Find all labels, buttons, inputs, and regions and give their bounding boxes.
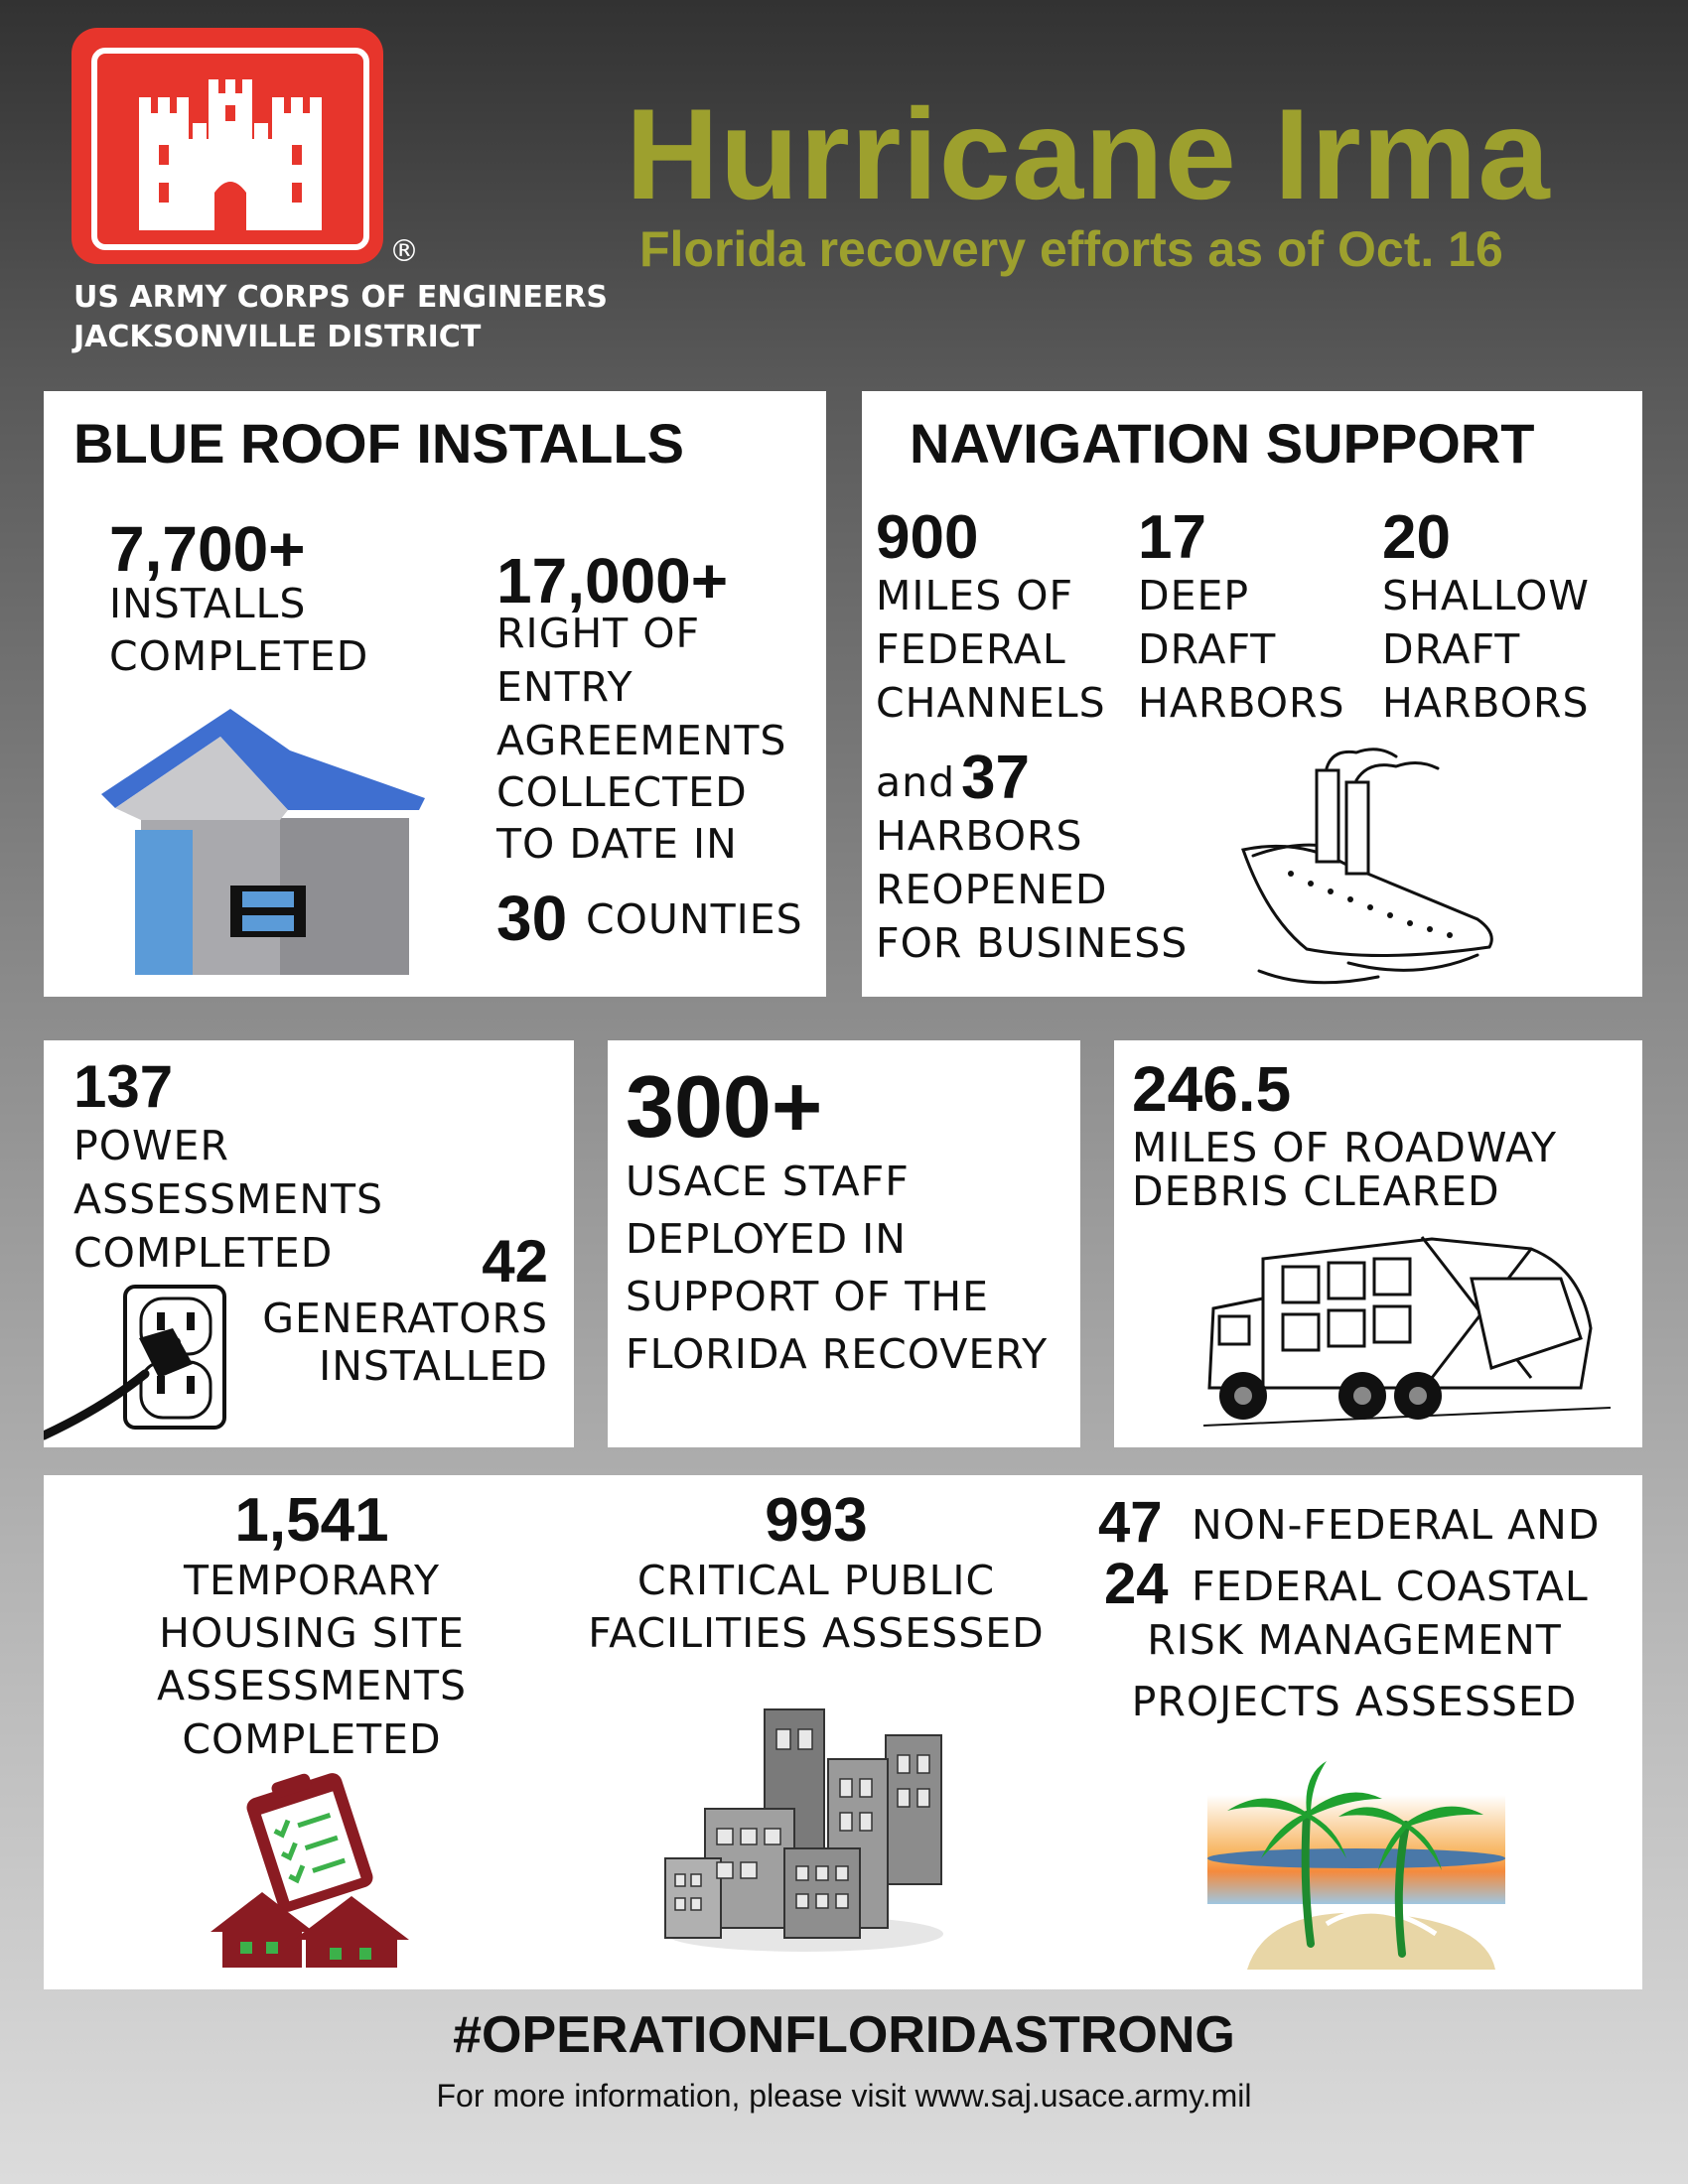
more-info-link[interactable]: For more information, please visit www.saj.usace.army.mil — [436, 2078, 1252, 2114]
buildings-icon — [655, 1700, 953, 1958]
assessments-card — [44, 1475, 1642, 1989]
housing-line: TEMPORARY — [183, 1557, 441, 1604]
debris-value: 246.5 — [1132, 1053, 1292, 1125]
installs-label-2: COMPLETED — [109, 632, 369, 680]
coastal-federal-value: 24 — [1104, 1552, 1169, 1616]
coastal-line-2: FEDERAL COASTAL — [1192, 1563, 1589, 1610]
channels-line: FEDERAL — [876, 625, 1066, 673]
staff-line: SUPPORT OF THE — [626, 1273, 990, 1320]
navigation-card — [862, 391, 1642, 997]
counties-label: COUNTIES — [586, 895, 803, 943]
reopened-line: REOPENED — [876, 866, 1108, 913]
coastal-nonfederal-value: 47 — [1098, 1490, 1163, 1555]
shallow-harbors-line: DRAFT — [1382, 625, 1521, 673]
installs-value: 7,700+ — [109, 513, 306, 585]
housing-value: 1,541 — [234, 1486, 389, 1555]
generators-line-2: INSTALLED — [319, 1342, 548, 1390]
facilities-value: 993 — [765, 1486, 868, 1555]
page-subtitle: Florida recovery efforts as of Oct. 16 — [639, 221, 1503, 277]
housing-line: ASSESSMENTS — [156, 1662, 468, 1709]
power-line: POWER — [73, 1122, 229, 1169]
staff-card — [608, 1040, 1080, 1447]
debris-line-2: DEBRIS CLEARED — [1132, 1167, 1500, 1215]
roe-line: ENTRY — [496, 663, 633, 711]
castle-icon — [97, 54, 363, 244]
garbage-truck-icon — [1203, 1219, 1620, 1437]
shallow-harbors-value: 20 — [1382, 503, 1451, 572]
reopened-line: FOR BUSINESS — [876, 919, 1189, 967]
deep-harbors-value: 17 — [1138, 503, 1206, 572]
clipboard-house-icon — [211, 1773, 409, 1972]
debris-card — [1114, 1040, 1642, 1447]
power-outlet-icon — [44, 1279, 242, 1447]
palm-trees-icon — [1207, 1755, 1505, 1974]
channels-line: CHANNELS — [876, 679, 1106, 727]
counties-value: 30 — [496, 883, 568, 954]
coastal-line-3: RISK MANAGEMENT — [1147, 1616, 1562, 1664]
hashtag: #OPERATIONFLORIDASTRONG — [453, 2006, 1235, 2064]
housing-line: COMPLETED — [182, 1715, 442, 1763]
staff-line: DEPLOYED IN — [626, 1215, 907, 1263]
house-icon — [101, 707, 439, 985]
registered-mark: ® — [389, 234, 419, 269]
debris-line-1: MILES OF ROADWAY — [1132, 1124, 1558, 1171]
page-title: Hurricane Irma — [626, 81, 1551, 226]
and-word: and — [876, 758, 956, 806]
generators-value: 42 — [482, 1228, 548, 1295]
power-card — [44, 1040, 574, 1447]
reopened-line: HARBORS — [876, 812, 1083, 860]
power-value: 137 — [73, 1053, 174, 1120]
navigation-heading: NAVIGATION SUPPORT — [910, 412, 1535, 475]
ship-icon — [1229, 739, 1527, 997]
coastal-line-1: NON-FEDERAL AND — [1192, 1501, 1601, 1549]
roe-line: TO DATE IN — [496, 820, 738, 868]
facilities-line-1: CRITICAL PUBLIC — [636, 1557, 996, 1604]
staff-line: USACE STAFF — [626, 1158, 910, 1205]
power-line: ASSESSMENTS — [73, 1175, 384, 1223]
roe-line: RIGHT OF — [496, 610, 701, 657]
usace-logo — [71, 28, 383, 264]
reopened-value: 37 — [961, 744, 1030, 812]
channels-value: 900 — [876, 503, 979, 572]
generators-line-1: GENERATORS — [262, 1295, 548, 1342]
staff-line: FLORIDA RECOVERY — [626, 1330, 1049, 1378]
housing-line: HOUSING SITE — [159, 1609, 465, 1657]
channels-line: MILES OF — [876, 572, 1074, 619]
installs-label-1: INSTALLS — [109, 580, 307, 627]
deep-harbors-line: DEEP — [1138, 572, 1250, 619]
org-name: US ARMY CORPS OF ENGINEERS — [73, 280, 609, 315]
power-line: COMPLETED — [73, 1229, 334, 1277]
roe-value: 17,000+ — [496, 545, 729, 616]
coastal-line-4: PROJECTS ASSESSED — [1131, 1678, 1578, 1725]
shallow-harbors-line: HARBORS — [1382, 679, 1590, 727]
roe-line: COLLECTED — [496, 768, 748, 816]
staff-value: 300+ — [626, 1057, 823, 1156]
shallow-harbors-line: SHALLOW — [1382, 572, 1590, 619]
blue-roof-card — [44, 391, 826, 997]
deep-harbors-line: DRAFT — [1138, 625, 1277, 673]
org-district: JACKSONVILLE DISTRICT — [73, 320, 482, 354]
deep-harbors-line: HARBORS — [1138, 679, 1345, 727]
roe-line: AGREEMENTS — [496, 717, 787, 764]
blue-roof-heading: BLUE ROOF INSTALLS — [73, 412, 684, 475]
facilities-line-2: FACILITIES ASSESSED — [588, 1609, 1045, 1657]
